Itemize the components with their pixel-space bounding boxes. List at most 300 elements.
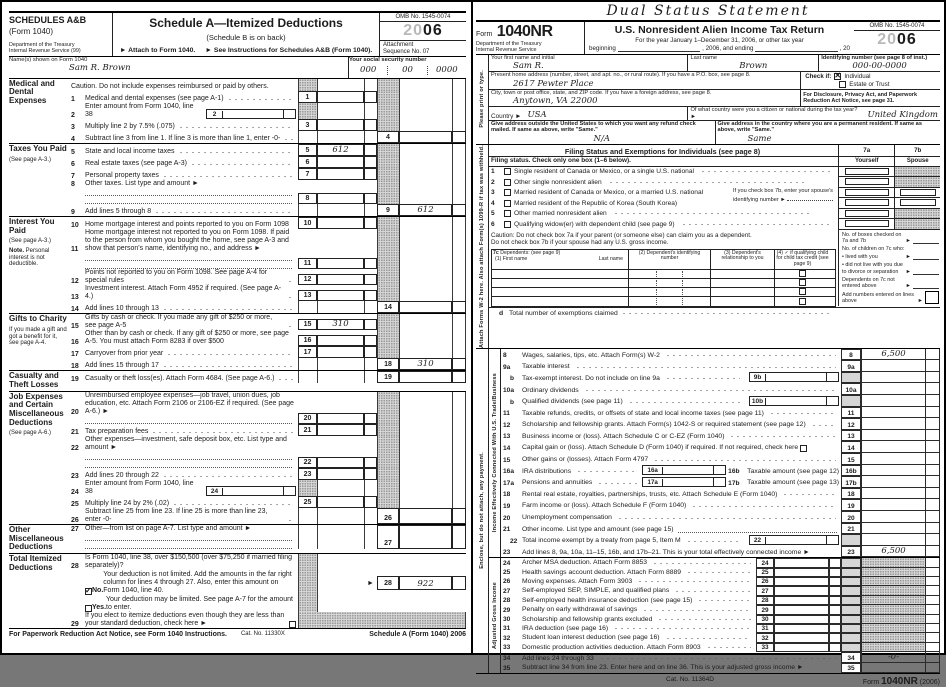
filing-status-line-1: 1 Single resident of Canada or Mexico, or a single U.S. national	[489, 167, 940, 178]
line-number: 1	[491, 168, 495, 176]
line-5: 5 State and local income taxes 5 612	[71, 144, 466, 156]
entry-line[interactable]	[85, 533, 292, 541]
line-number-box: 30	[756, 615, 774, 624]
amount-field[interactable]	[861, 652, 925, 663]
line-number-box: 15	[841, 453, 861, 465]
entry-line[interactable]	[85, 261, 292, 269]
line-number: 10a	[503, 386, 515, 394]
elect-itemize-checkbox[interactable]	[289, 621, 296, 628]
filing-status-line-2: 2 Other single nonresident alien	[489, 177, 940, 188]
individual-label: Individual	[844, 73, 871, 81]
yourself-entry-box[interactable]	[845, 199, 889, 206]
amount-field[interactable]	[861, 372, 925, 384]
line-number: 12	[71, 278, 79, 286]
line-number: 23	[71, 472, 79, 480]
line-number-box	[841, 615, 861, 624]
line-number-box	[841, 605, 861, 614]
dependents-table: 7c Dependents: (see page 9) (1) First name Last name (2) Dependent's identifying number (3) Dependent's relationship to you (4) ✓ if qualifying child for child tax credit (see page 9)	[491, 249, 836, 307]
inline-entry-box[interactable]: 10b	[749, 396, 839, 406]
line-20: 20 Unreimbursed employee expenses—job travel, union dues, job education, etc. Attach Form 2106 or 2106-EZ if required. (See page A-6.) ► 20	[71, 392, 466, 424]
spouse-id-note: If you check box 7b, enter your spouse's identifying number ►	[733, 187, 833, 203]
amount-field[interactable]	[774, 633, 829, 642]
filing-status-checkbox-1[interactable]	[504, 168, 511, 175]
deduction-not-limited-checkbox[interactable]	[85, 588, 92, 595]
income-line-19: 19 Farm income or (loss). Attach Schedule F (Form 1040) 19	[501, 499, 940, 511]
inline-entry-box[interactable]: 2	[206, 109, 296, 119]
line-27: 27 Other—from list on page A-7. List type and amount ► 27	[71, 525, 466, 549]
line-number: 1	[71, 95, 75, 103]
line-number: 6	[71, 160, 75, 168]
filing-status-line-6: 6 Qualifying widow(er) with dependent child (see page 9)	[489, 219, 940, 230]
line-number: 11	[503, 410, 510, 418]
children-note-intro: No. of children on 7c who:	[842, 246, 905, 253]
handwritten-value: 310	[332, 319, 349, 330]
did-not-live-note: • did not live with you due to divorce or separation ►	[842, 262, 939, 274]
handwritten-value: 6,500	[881, 349, 906, 360]
schedule-a-section	[9, 217, 466, 314]
capital-gain-not-required-checkbox[interactable]	[800, 445, 807, 452]
filing-status-line-3: 3 Married resident of Canada or Mexico, or a married U.S. national	[491, 189, 704, 197]
qualifying-child-checkbox[interactable]	[799, 279, 806, 286]
amount-field[interactable]	[861, 558, 925, 567]
dep-col-qualifying-child: (4) ✓ if qualifying child for child tax credit (see page 9)	[774, 250, 830, 269]
filing-status-checkbox-3[interactable]	[504, 189, 511, 196]
filing-status-checkbox-4[interactable]	[504, 200, 511, 207]
income-line-9a: 9a Taxable interest 9a	[501, 360, 940, 372]
yourself-entry-box[interactable]	[845, 178, 889, 185]
taxpayer-name-field[interactable]: Sam R. Brown	[69, 62, 131, 73]
dependent-row	[492, 279, 835, 288]
line-16: 16 Other than by cash or check. If any gift of $250 or more, see page A-5. You must attach Form 8283 if over $500 16	[71, 330, 466, 346]
amount-field[interactable]	[774, 624, 829, 633]
qualifying-child-checkbox[interactable]	[799, 288, 806, 295]
agi-line-24: 24 Archer MSA deduction. Attach Form 8853 24	[501, 558, 940, 567]
catalog-number: Cat. No. 11330X	[240, 631, 285, 638]
line-number: 28	[503, 597, 511, 605]
amount-field[interactable]	[774, 615, 829, 624]
amount-field[interactable]	[774, 586, 829, 595]
checkmark-icon: ✓	[85, 586, 92, 596]
deduction-limited-checkbox[interactable]	[85, 605, 92, 612]
line-4: 4 Subtract line 3 from line 1. If line 3 is more than line 1, enter -0- 4	[71, 131, 466, 143]
amount-field[interactable]	[861, 499, 925, 511]
handwritten-value: -0-	[887, 652, 900, 663]
line-number: 31	[503, 625, 511, 633]
yourself-entry-box[interactable]	[845, 168, 889, 175]
schedule-a-section	[9, 554, 466, 629]
spouse-id-field[interactable]	[787, 195, 833, 201]
yourself-entry-box[interactable]	[845, 189, 889, 196]
agi-line-32: 32 Student loan interest deduction (see page 16) 32	[501, 633, 940, 642]
handwritten-value: 6,500	[881, 546, 906, 557]
amount-field[interactable]	[861, 624, 925, 633]
line-23: 23 Add lines 20 through 22 23	[71, 468, 466, 480]
count-entry-line[interactable]	[913, 269, 939, 275]
inline-entry-box[interactable]: 22	[749, 535, 839, 545]
amount-field[interactable]	[861, 476, 925, 488]
line-number: 17b	[728, 479, 740, 487]
section-label: Taxes You Paid (See page A-3.)	[9, 143, 67, 163]
line-number: 25	[71, 501, 79, 509]
line-number-box: 28	[384, 580, 392, 588]
line-number-box	[841, 624, 861, 633]
line-number: 11	[71, 246, 79, 254]
inline-entry-box[interactable]: 16a	[642, 465, 726, 475]
line-number: 24	[503, 559, 511, 567]
section-label: Casualty and Theft Losses	[9, 371, 59, 390]
form-1040nr-footer: Cat. No. 11364D Form 1040NR (2006)	[666, 675, 940, 687]
amount-field[interactable]	[861, 511, 925, 523]
schedule-a-page	[2, 2, 473, 653]
line-number-box: 33	[756, 643, 774, 652]
disclosure-notice: For Disclosure, Privacy Act, and Paperwork Reduction Act Notice, see page 31.	[800, 90, 940, 106]
amount-field[interactable]	[774, 558, 829, 567]
filing-status-line-5: 5 Other married nonresident alien	[489, 209, 940, 220]
amount-field[interactable]	[861, 577, 925, 586]
line-number: 27	[71, 526, 79, 534]
income-line-12: 12 Scholarship and fellowship grants. Attach Form(s) 1042-S or required statement (see page 12) 12	[501, 418, 940, 430]
filing-status-checkbox-5[interactable]	[504, 210, 511, 217]
agi-line-28: 28 Self-employed health insurance deduction (see page 15) 28	[501, 596, 940, 605]
exemptions-total-box[interactable]	[925, 291, 939, 304]
line-number: 29	[71, 621, 79, 629]
amount-field[interactable]	[774, 596, 829, 605]
yourself-entry-box[interactable]	[845, 220, 889, 227]
col-7a: 7a	[839, 145, 894, 157]
ending-date-field[interactable]	[755, 44, 837, 52]
amount-field[interactable]	[774, 577, 829, 586]
line-number: 20	[71, 408, 79, 416]
line-number-box: 28	[756, 596, 774, 605]
entry-line[interactable]	[85, 188, 292, 196]
section-label: Medical and Dental Expenses	[9, 78, 55, 106]
dep-col-id-number: (2) Dependent's identifying number	[628, 250, 710, 269]
amount-field[interactable]	[774, 605, 829, 614]
attach-instructions: ► Attach to Form 1040. ► See Instructions for Schedules A&B (Form 1040).	[119, 46, 373, 54]
income-line-10a: 10a Ordinary dividends 10a	[501, 383, 940, 395]
line-number: 8	[71, 180, 75, 188]
effectively-connected-income-section	[489, 349, 940, 558]
line-number-box: 11	[841, 407, 861, 419]
first-name-label: Your first name and initial	[491, 55, 555, 61]
address-field[interactable]: 2617 Pewter Place	[513, 78, 594, 89]
lived-with-you-note: • lived with you ►	[842, 254, 939, 260]
line-number-box: 35	[841, 663, 861, 672]
last-name-field[interactable]: Brown	[739, 61, 768, 72]
line-2: 2 Enter amount from Form 1040, line 38 2	[71, 103, 466, 119]
filing-status-line-4: 4 Married resident of the Republic of Korea (South Korea)	[491, 199, 678, 207]
citizen-country-field[interactable]: United Kingdom	[867, 109, 938, 120]
line-number: 13	[71, 294, 79, 302]
entry-line[interactable]	[85, 196, 292, 204]
identity-block	[476, 55, 940, 145]
form-number: (Form 1040)	[9, 27, 54, 36]
line-19: 19 Casualty or theft loss(es). Attach Form 4684. (See page A-6.) 19	[71, 371, 466, 383]
line-number: 30	[503, 616, 511, 624]
last-name-label: Last name	[690, 55, 717, 61]
form-id-footer: Schedule A (Form 1040) 2006	[369, 631, 466, 639]
filing-caution: Caution: Do not check box 7a if your parent (or someone else) can claim you as a dependent. Do not check box 7b if your spouse had any U.S. gross income.	[491, 231, 752, 247]
amount-field[interactable]	[861, 643, 925, 652]
amount-field[interactable]	[861, 546, 925, 558]
line-12: 12 Points not reported to you on Form 1098. See page A-4 for special rules 12	[71, 269, 466, 285]
refund-address-label: Give address outside the United States to which you want any refund check mailed. If same as above, write "Same."	[491, 120, 696, 134]
line-number: 19	[71, 376, 79, 384]
add-numbers-note: Add numbers entered on lines above ►	[842, 291, 939, 304]
arrow-right-icon: ►	[905, 283, 911, 290]
line-number-box	[841, 633, 861, 642]
tax-year: 2006	[877, 31, 917, 48]
line-number-box	[841, 568, 861, 577]
line-number: 27	[503, 587, 511, 595]
tax-year-line: For the year January 1–December 31, 2006, or other tax year	[635, 37, 804, 44]
ssn-label: Your social security number	[349, 56, 427, 63]
entry-line[interactable]	[678, 525, 837, 533]
amount-field[interactable]	[861, 430, 925, 442]
dependent-row	[492, 288, 835, 297]
yourself-entry-box[interactable]	[845, 210, 889, 217]
income-line-20: 20 Unemployment compensation 20	[501, 511, 940, 523]
section-label: Gifts to Charity If you made a gift and got a benefit for it, see page A-4.	[9, 314, 67, 347]
line-number-box: 31	[756, 624, 774, 633]
line-28: 28 Is Form 1040, line 38, over $150,500 (over $75,250 if married filing separately)? ✓ No. Your deduction is not limited. Add the amounts in the far right column for lines 4 through 27. Also, enter this amount on Form 1040, line 40. Yes. Your deduction may be limited. See page A-7 for the amount to enter. ► 28 922	[71, 554, 466, 612]
income-line-8: 8 Wages, salaries, tips, etc. Attach Form(s) W-2 8 6,500	[501, 349, 940, 361]
line-number: 4	[491, 199, 495, 207]
amount-field[interactable]	[861, 360, 925, 372]
schedule-a-section	[9, 392, 466, 525]
line-number: 5	[71, 148, 75, 156]
line-number: 2	[491, 178, 495, 186]
line-number: 35	[503, 664, 511, 672]
yourself-label: Yourself	[839, 157, 894, 167]
dep-col-last-name: Last name	[598, 256, 623, 263]
amount-field[interactable]	[861, 663, 925, 672]
arrow-right-icon: ►	[905, 237, 911, 244]
estate-trust-label: Estate or Trust	[849, 81, 890, 89]
line-number-box	[841, 577, 861, 586]
count-entry-line[interactable]	[913, 283, 939, 289]
amount-field[interactable]	[774, 568, 829, 577]
col-7b: 7b	[894, 145, 940, 157]
amount-field[interactable]	[861, 633, 925, 642]
line-number: 20	[503, 514, 511, 522]
attach-w2-margin: Attach Forms W-2 here. Also attach Form(s) 1099-R if tax was withheld.	[476, 145, 489, 348]
line-number-box: 12	[841, 418, 861, 430]
entry-line[interactable]	[85, 253, 292, 261]
arrow-right-icon: ►	[367, 579, 374, 587]
agi-line-26: 26 Moving expenses. Attach Form 3903 26	[501, 577, 940, 586]
inline-entry-box[interactable]: 24	[206, 486, 296, 496]
line-caution: Caution. Do not include expenses reimbursed or paid by others.	[71, 79, 466, 91]
entry-line[interactable]	[85, 541, 292, 549]
income-line-23: 23 Add lines 8, 9a, 10a, 11–15, 16b, and 17b–21. This is your total effectively connected income ► 23 6,500	[501, 546, 940, 558]
amount-field[interactable]	[861, 568, 925, 577]
amount-field[interactable]	[861, 586, 925, 595]
line-number: 29	[503, 606, 511, 614]
section-label: Other Miscellaneous Deductions	[9, 525, 64, 552]
amount-field[interactable]	[861, 596, 925, 605]
first-name-field[interactable]: Sam R.	[513, 61, 544, 72]
line-10: 10 Home mortgage interest and points reported to you on Form 1098 10	[71, 217, 466, 229]
line-number: 5	[491, 210, 495, 218]
line-number: 16a	[503, 468, 515, 476]
line-number: 21	[71, 428, 79, 436]
line-number-box: 27	[756, 586, 774, 595]
line-8: 8 Other taxes. List type and amount ► 8	[71, 180, 466, 204]
line-number: 8	[503, 352, 507, 360]
name-row	[9, 57, 466, 79]
line-number-box: 10a	[841, 383, 861, 395]
inline-entry-box[interactable]: 17a	[642, 477, 726, 487]
amount-field[interactable]	[861, 441, 925, 453]
dep-col-relationship: (3) Dependent's relationship to you	[710, 250, 774, 269]
estate-trust-checkbox[interactable]	[839, 81, 846, 88]
line-number: 4	[71, 135, 75, 143]
amount-field[interactable]	[861, 349, 925, 361]
omb-number: OMB No. 1545-0074	[380, 13, 466, 22]
amount-field[interactable]	[861, 395, 925, 407]
qualifying-child-checkbox[interactable]	[799, 270, 806, 277]
line-number: 6	[491, 220, 495, 228]
dep-col-first-name: (1) First name	[495, 256, 528, 263]
handwritten-value: 310	[417, 359, 434, 370]
line-number-box: 25	[756, 568, 774, 577]
line-number: 7	[71, 172, 75, 180]
eci-margin: Income Effectively Connected With U.S. Trade/Business	[489, 349, 501, 558]
line-7: 7 Personal property taxes 7	[71, 168, 466, 180]
amount-field[interactable]	[861, 418, 925, 430]
omb-number: OMB No. 1545-0074	[854, 22, 940, 31]
arrow-right-icon: ►	[917, 298, 923, 305]
spouse-entry-box[interactable]	[900, 189, 936, 196]
line-number: 26	[503, 578, 511, 586]
line-number-box	[841, 372, 861, 384]
amount-field[interactable]	[861, 453, 925, 465]
line-number: 16b	[728, 468, 740, 476]
line-number-box: 17b	[841, 476, 861, 488]
line-number-box	[841, 586, 861, 595]
line-number-box: 8	[841, 349, 861, 361]
schedule-a-section	[9, 525, 466, 554]
line-number: b	[510, 375, 515, 383]
check-if-label: Check if:	[805, 73, 832, 81]
amount-field[interactable]	[774, 643, 829, 652]
income-line-11: 11 Taxable refunds, credits, or offsets of state and local income taxes (see page 11) 11	[501, 407, 940, 419]
line-26: 26 Subtract line 25 from line 23. If line 25 is more than line 23, enter -0- 26	[71, 508, 466, 524]
beginning-date-field[interactable]	[618, 44, 700, 52]
boxes-checked-note: No. of boxes checked on 7a and 7b ►	[842, 232, 939, 244]
filing-status-section-title: Filing Status and Exemptions for Individuals (see page 8)	[564, 146, 761, 156]
individual-checkbox[interactable]: ✕	[834, 71, 842, 81]
section-label: Interest You Paid (See page A-3.) Note. Personal interest is not deductible.	[9, 216, 55, 268]
income-line-16b: 16a IRA distributions 16a 16b Taxable amount (see page 12) 16b	[501, 465, 940, 477]
amount-field[interactable]	[861, 605, 925, 614]
qualifying-child-checkbox[interactable]	[799, 298, 806, 305]
line-number: 14	[503, 444, 511, 452]
line-24: 24 Enter amount from Form 1040, line 38 24	[71, 480, 466, 496]
agi-line-34: 34 Add lines 24 through 33 34 -0-	[501, 652, 940, 663]
line-number: 12	[503, 421, 511, 429]
line-number: 26	[71, 517, 79, 525]
amount-field[interactable]	[861, 383, 925, 395]
attachment-sequence: Attachment Sequence No. 07	[383, 42, 430, 55]
filing-status-instruction: Filing status. Check only one box (1–6 below).	[491, 156, 631, 164]
schedule-a-footer	[9, 629, 466, 638]
beginning-label: beginning	[589, 45, 616, 52]
handwritten-value: 612	[417, 204, 434, 215]
arrow-right-icon: ►	[905, 254, 911, 261]
line-17: 17 Carryover from prior year 17	[71, 346, 466, 358]
income-line-18: 18 Rental real estate, royalties, partnerships, trusts, etc. Attach Schedule E (Form 1040) 18	[501, 488, 940, 500]
amount-field[interactable]	[861, 615, 925, 624]
handwritten-value: 612	[332, 144, 349, 155]
citizen-country-label: Of what country were you a citizen or national during the tax year? ►	[690, 107, 858, 120]
line-29: 29 If you elect to itemize deductions even though they are less than your standard deduction, check here ►	[71, 612, 466, 628]
filing-status-checkbox-6[interactable]	[504, 221, 511, 228]
agi-line-29: 29 Penalty on early withdrawal of savings 29	[501, 605, 940, 614]
line-9: 9 Add lines 5 through 8 9 612	[71, 204, 466, 216]
line-number: 10	[71, 221, 79, 229]
line-number-box	[841, 534, 861, 546]
line-number: 15	[503, 456, 511, 464]
country-field[interactable]: USA	[527, 109, 547, 120]
country-label: Country ►	[491, 112, 522, 120]
line-number: 14	[71, 306, 79, 314]
line-letter: d	[499, 309, 504, 317]
schedule-a-section	[9, 144, 466, 217]
city-field[interactable]: Anytown, VA 22000	[513, 96, 598, 107]
handwritten-title: Dual Status Statement	[606, 3, 810, 19]
schedule-a-section	[9, 79, 466, 144]
entry-line[interactable]	[85, 460, 292, 468]
spouse-entry-box[interactable]	[900, 199, 936, 206]
entry-line[interactable]	[85, 416, 292, 424]
line-number-box: 32	[756, 633, 774, 642]
line-25: 25 Multiply line 24 by 2% (.02) 25	[71, 496, 466, 508]
filing-status-checkbox-2[interactable]	[504, 179, 511, 186]
amount-field[interactable]	[861, 534, 925, 546]
inline-entry-box[interactable]: 9b	[749, 372, 839, 382]
line-11: 11 Home mortgage interest not reported to you on Form 1098. If paid to the person from whom you bought the home, see page A-3 and show that person's name, identifying no., and address ► 11	[71, 229, 466, 269]
adjusted-gross-income-section	[489, 557, 940, 672]
department-label: Department of the Treasury Internal Revenue Service (99)	[9, 42, 81, 55]
schedule-a-header	[9, 11, 466, 57]
line-number: 13	[503, 433, 511, 441]
handwritten-value: 922	[417, 579, 434, 590]
line-6: 6 Real estate taxes (see page A-3) 6	[71, 156, 466, 168]
refund-address-field[interactable]: N/A	[593, 133, 610, 144]
amount-field[interactable]	[861, 465, 925, 477]
amount-field[interactable]	[861, 523, 925, 535]
permanent-resident-field[interactable]: Same	[747, 133, 772, 144]
line-number-box: 24	[756, 558, 774, 567]
dependents-not-entered-note: Dependents on 7c not entered above ►	[842, 277, 939, 289]
section-label: Job Expenses and Certain Miscellaneous Deductions (See page A-6.)	[9, 391, 64, 437]
line-number: 18	[71, 363, 79, 371]
address-label: Present home address (number, street, and apt. no., or rural route). If you have a P.O. box, see page 8.	[491, 72, 751, 79]
entry-line[interactable]	[85, 452, 292, 460]
amount-field[interactable]	[861, 488, 925, 500]
identifying-number-field[interactable]: 000-00-0000	[852, 61, 907, 72]
count-entry-line[interactable]	[913, 254, 939, 260]
line-18: 18 Add lines 15 through 17 18 310	[71, 358, 466, 370]
count-entry-line[interactable]	[913, 238, 939, 244]
amount-field[interactable]	[861, 407, 925, 419]
ssn-field[interactable]: Your social security number 000 00 0000	[348, 57, 466, 78]
page-title: Schedule A—Itemized Deductions	[149, 16, 343, 30]
spouse-label: Spouse	[894, 157, 940, 167]
page-title: U.S. Nonresident Alien Income Tax Return	[614, 24, 825, 36]
